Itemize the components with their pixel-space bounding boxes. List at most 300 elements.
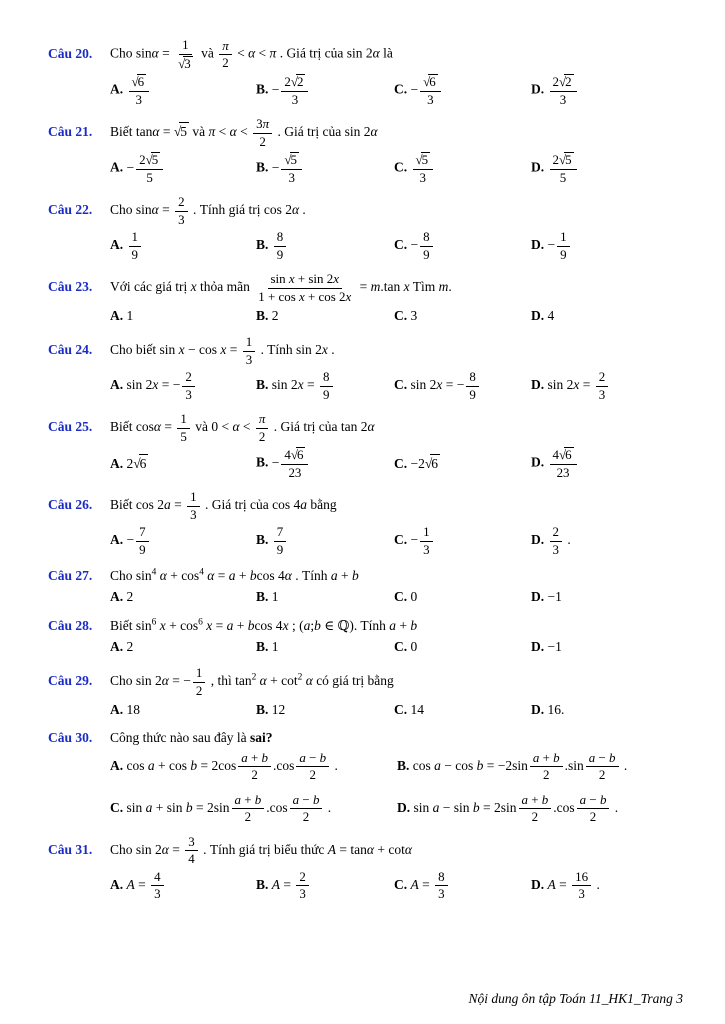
radical: [132, 74, 147, 89]
math-variable: b: [472, 799, 480, 815]
option-key: D.: [531, 638, 548, 654]
option-content: A = $\frac{4}{3}$: [127, 877, 166, 892]
denominator: 3: [185, 386, 192, 402]
option-key: A.: [110, 532, 127, 548]
math-variable: x: [297, 377, 304, 393]
math-variable: α: [161, 673, 169, 689]
option-content: [272, 524, 288, 557]
option-key: C.: [394, 532, 411, 548]
option-content: 0: [410, 638, 418, 654]
question-header: [48, 38, 683, 71]
option-key: A.: [110, 308, 127, 323]
math-variable: α: [229, 124, 237, 140]
question-stem: Cho sin 2α = − $\frac{1}{2}$ , thì $\tan^2 \alpha + \cot^2 \alpha$ có giá trị bằng: [110, 665, 394, 698]
answer-option: [394, 152, 531, 185]
option-key: D.: [531, 876, 548, 892]
fraction: [219, 39, 232, 71]
option-content: sin 2x = − $\frac{2}{3}$: [127, 377, 197, 392]
question: [48, 666, 683, 719]
radicand: 3: [184, 55, 191, 71]
math-variable: x: [403, 279, 410, 295]
math-variable: α: [404, 841, 412, 857]
answer-option: [110, 588, 256, 606]
option-key: A.: [110, 702, 127, 718]
option-key: B.: [256, 702, 272, 718]
answer-option: [531, 588, 683, 606]
option-content: −1: [547, 589, 562, 605]
math-variable: b: [553, 749, 560, 765]
question-header: [48, 729, 683, 747]
fraction: [281, 447, 308, 480]
math-variable: α: [367, 419, 375, 435]
radicand: 5: [565, 152, 572, 167]
radical: [178, 56, 193, 71]
math-variable: a: [588, 749, 596, 765]
answer-option: [110, 638, 256, 656]
denominator: 2: [302, 809, 310, 825]
numerator: a + b: [232, 793, 265, 810]
option-key: B.: [256, 159, 272, 175]
option-content: − $\frac{4√6}{23}$: [272, 455, 311, 470]
question-stem: Cho sin 2α = $\frac{3}{4}$ . Tính giá trị biểu thức A = tanα + cotα: [110, 833, 412, 867]
answer-options: [110, 152, 683, 185]
option-content: − $\frac{7}{9}$: [127, 532, 151, 547]
question-number: Câu 28.: [48, 617, 93, 633]
question-header: [48, 835, 683, 867]
denominator: 5: [146, 169, 153, 185]
math-variable: α: [153, 419, 161, 435]
option-content: − $\frac{√5}{3}$: [272, 160, 304, 175]
math-variable: b: [351, 568, 359, 584]
math-variable: A: [126, 876, 135, 892]
radicand: 6: [429, 74, 436, 89]
numerator: 1: [129, 230, 141, 247]
numerator: 1: [557, 230, 569, 247]
math-variable: α: [232, 419, 240, 435]
numerator: a + b: [530, 751, 563, 768]
radicand: 5: [290, 152, 297, 167]
question-header: [48, 567, 683, 585]
option-content: − $\frac{√6}{3}$: [411, 82, 443, 97]
fraction: [151, 870, 163, 902]
option-content: sin 2x = $\frac{2}{3}$: [548, 377, 611, 392]
answer-options: [110, 74, 683, 107]
question-stem: Công thức nào sau đây là sai?: [110, 730, 273, 746]
fraction: [435, 870, 447, 902]
option-content: 2: [271, 308, 279, 323]
math-variable: π: [269, 45, 277, 61]
superscript: 4: [199, 567, 204, 578]
question-stem: Cho sinα = $\frac{2}{3}$ . Tính giá trị cos 2α .: [110, 194, 306, 227]
fraction: [550, 152, 577, 185]
denominator: 23: [288, 464, 302, 480]
question: [48, 835, 683, 902]
radical-sign-icon: √: [558, 447, 567, 463]
math-variable: α: [366, 841, 374, 857]
fraction: [530, 751, 563, 783]
question-number: Câu 21.: [48, 124, 93, 140]
numerator: 1: [187, 490, 199, 507]
fraction: [586, 751, 619, 783]
numerator: 16: [572, 870, 591, 887]
math-variable: a: [292, 791, 300, 807]
question-header: [48, 666, 683, 698]
radical: [559, 74, 574, 89]
radical: [174, 124, 189, 139]
answer-option: [531, 74, 683, 107]
fraction: [596, 370, 608, 402]
option-content: A = $\frac{16}{3}$ .: [547, 868, 600, 902]
math-variable: A: [327, 841, 337, 857]
question: [48, 272, 683, 325]
question: [48, 335, 683, 402]
question-number: Câu 24.: [48, 342, 93, 358]
option-key: D.: [531, 702, 548, 718]
option-content: −1: [547, 638, 562, 654]
option-key: A.: [110, 377, 127, 393]
math-variable: m: [438, 279, 449, 295]
math-variable: a: [299, 749, 306, 765]
fraction: [290, 793, 323, 825]
option-content: 0: [410, 589, 418, 605]
answer-option: [256, 230, 394, 262]
math-variable: b: [312, 791, 320, 807]
option-key: C.: [394, 159, 411, 175]
numerator: a − b: [577, 793, 610, 810]
fraction: [420, 74, 441, 107]
numerator: 2: [296, 870, 308, 887]
answer-options: [110, 370, 683, 402]
radical-sign-icon: √: [558, 74, 567, 89]
math-variable: a: [226, 617, 234, 633]
answer-option: [110, 307, 256, 325]
option-content: − $\frac{2√5}{5}$: [127, 160, 166, 175]
denominator: 9: [560, 246, 567, 262]
option-content: sin 2x = − $\frac{8}{9}$: [411, 377, 481, 392]
answer-option: [256, 638, 394, 656]
radicand: 6: [137, 74, 145, 89]
answer-option: [256, 152, 394, 185]
denominator: 2: [195, 682, 203, 698]
option-content: [548, 152, 579, 185]
math-variable: x: [220, 342, 227, 358]
question-number: Câu 25.: [48, 419, 93, 435]
fraction: [182, 370, 194, 402]
superscript: 2: [297, 672, 303, 683]
math-variable: b: [190, 757, 198, 773]
option-key: A.: [110, 237, 127, 253]
footer-text: Nội dung ôn tập Toán 11_HK1_Trang 3: [468, 990, 683, 1006]
option-key: D.: [397, 799, 414, 815]
option-key: C.: [394, 81, 411, 97]
answer-option: [394, 588, 531, 606]
numerator: 2: [550, 525, 562, 542]
math-variable: a: [389, 617, 396, 633]
option-key: D.: [531, 377, 548, 393]
numerator: 1: [177, 412, 189, 429]
fraction: [193, 666, 205, 698]
fraction: [420, 230, 432, 262]
fraction: [232, 793, 265, 825]
option-key: A.: [110, 589, 127, 605]
math-variable: a: [164, 497, 171, 513]
fraction: [550, 447, 577, 480]
math-variable: α: [207, 568, 215, 584]
answer-option: [531, 370, 683, 402]
answer-option: [394, 307, 531, 325]
option-content: − $\frac{1}{3}$: [411, 532, 435, 547]
denominator: 3: [427, 91, 434, 107]
option-key: B.: [256, 589, 272, 605]
radical-sign-icon: √: [558, 152, 567, 167]
question: [48, 617, 683, 656]
math-variable: α: [291, 202, 300, 218]
denominator: 2: [598, 767, 606, 783]
numerator: 1: [420, 525, 432, 542]
denominator: 3: [438, 886, 445, 902]
question-stem: Với các giá trị x thỏa mãn $\frac{\text{sin x + sin 2x}}{\text{1 + cos x + cos 2x}}$ = m.tan x Tìm m.: [110, 271, 452, 304]
option-content: 3: [410, 308, 418, 323]
numerator: [420, 74, 441, 92]
option-content: 16.: [547, 702, 565, 718]
question-header: [48, 335, 683, 367]
math-variable: a: [330, 568, 338, 584]
question-stem: Cho biết sin x − cos x = $\frac{1}{3}$ . Tính sin 2x .: [110, 334, 335, 367]
radicand: 6: [430, 454, 440, 473]
math-variable: α: [151, 45, 159, 61]
question-stem: Biết cosα = $\frac{1}{5}$ và 0 < α < $\frac{\pi}{2}$ . Giá trị của tan 2α: [110, 411, 375, 444]
answer-options: [110, 447, 683, 480]
numerator: a + b: [238, 751, 271, 768]
math-variable: b: [476, 757, 484, 773]
fraction: [274, 525, 286, 557]
math-variable: x: [159, 617, 166, 633]
numerator: 8: [420, 230, 432, 247]
denominator: 3: [288, 169, 295, 185]
math-variable: x: [206, 617, 213, 633]
denominator: 9: [276, 541, 284, 557]
radical: [133, 456, 148, 471]
numerator: 2√2: [281, 74, 308, 92]
question-number: Câu 26.: [48, 497, 93, 513]
question-header: [48, 617, 683, 635]
option-content: A = $\frac{8}{3}$: [411, 877, 450, 892]
radicand: 6: [296, 447, 304, 463]
answer-option: [110, 152, 256, 185]
fraction: [281, 74, 308, 107]
math-variable: x: [333, 271, 339, 286]
fraction: [129, 74, 150, 107]
option-key: A.: [110, 638, 127, 654]
option-content: sin 2x = $\frac{8}{9}$: [272, 377, 335, 392]
math-variable: b: [319, 749, 327, 765]
answer-option: [531, 870, 683, 902]
option-content: cos a + cos b = 2cos $\frac{a + b}{2}$ .cos $\frac{a - b}{2}$ .: [126, 749, 338, 783]
numerator: [129, 74, 150, 92]
denominator: 3: [245, 351, 253, 367]
option-content: 2: [126, 589, 134, 605]
numerator: 4√6: [281, 447, 308, 465]
fraction: [296, 870, 308, 902]
math-variable: a: [241, 749, 248, 765]
answer-option: [110, 751, 397, 783]
math-variable: a: [145, 799, 153, 815]
page-footer: [468, 990, 683, 1008]
numerator: 1: [193, 666, 205, 683]
question-number: Câu 23.: [48, 279, 93, 295]
math-variable: a: [300, 497, 307, 513]
math-variable: α: [305, 673, 313, 689]
question-number: Câu 22.: [48, 202, 93, 218]
option-content: sin a + sin b = 2sin $\frac{a + b}{2}$ .cos $\frac{a - b}{2}$ .: [126, 791, 332, 825]
answer-option: [110, 793, 397, 825]
option-content: 1: [126, 308, 134, 323]
radicand: 5: [151, 152, 159, 167]
numerator: 2: [175, 195, 187, 212]
denominator: 3: [299, 886, 306, 902]
option-content: 2: [126, 638, 134, 654]
option-content: [127, 74, 152, 107]
radical: [291, 447, 306, 462]
fraction: [572, 870, 591, 902]
math-variable: x: [190, 279, 197, 295]
fraction: [274, 230, 286, 262]
radicand: 2: [565, 74, 572, 89]
denominator: 3: [291, 91, 299, 107]
fraction: [296, 751, 329, 783]
fraction: [243, 335, 255, 367]
option-key: C.: [394, 237, 411, 253]
question-header: [48, 272, 683, 304]
answer-option: [256, 525, 394, 557]
answer-option: [531, 307, 683, 325]
denominator: 2: [259, 133, 266, 149]
question-number: Câu 30.: [48, 730, 93, 746]
math-variable: a: [303, 617, 311, 633]
option-content: sin a − sin b = 2sin $\frac{a + b}{2}$ .cos $\frac{a - b}{2}$ .: [413, 791, 619, 825]
question-header: [48, 490, 683, 522]
math-variable: a: [532, 749, 540, 765]
radicand: 5: [421, 152, 429, 167]
fraction: [466, 370, 478, 402]
question-header: [48, 195, 683, 227]
math-variable: a: [579, 791, 587, 807]
radicand: 2: [296, 74, 304, 89]
answer-option: [110, 870, 256, 902]
option-content: [548, 447, 579, 480]
radicand: 5: [179, 122, 189, 141]
math-variable: x: [178, 342, 185, 358]
radical: [423, 74, 438, 89]
denominator: 3: [419, 169, 427, 185]
math-variable: π: [222, 37, 229, 53]
fraction: [129, 230, 141, 262]
answer-option: [110, 74, 256, 107]
fraction: [281, 152, 302, 185]
answer-option: [110, 370, 256, 402]
option-key: B.: [256, 638, 272, 654]
question: [48, 38, 683, 107]
answer-option: [256, 701, 394, 719]
answer-option: [397, 793, 683, 825]
fraction: [550, 525, 562, 557]
math-variable: b: [410, 617, 418, 633]
option-key: D.: [531, 589, 548, 605]
numerator: 2: [596, 370, 608, 387]
option-content: [272, 229, 288, 262]
denominator: 3: [578, 886, 585, 902]
fraction: [136, 152, 163, 185]
answer-options: [110, 638, 683, 656]
math-variable: α: [259, 673, 267, 689]
radical: [559, 152, 574, 167]
denominator: 3: [190, 506, 197, 522]
option-content: 4: [547, 308, 555, 323]
question: [48, 490, 683, 557]
numerator: 1: [243, 335, 255, 352]
math-variable: b: [609, 749, 616, 765]
question: [48, 729, 683, 824]
radical-sign-icon: √: [131, 74, 139, 89]
answer-option: [394, 230, 531, 262]
math-variable: α: [248, 45, 256, 61]
fraction: [320, 370, 332, 402]
answer-option: [394, 525, 531, 557]
denominator: 3: [559, 91, 567, 107]
math-variable: α: [372, 45, 380, 61]
radical-sign-icon: √: [290, 447, 298, 463]
numerator: [256, 412, 269, 429]
numerator: 7: [274, 525, 286, 542]
option-content: − $\frac{8}{9}$: [411, 237, 435, 252]
numerator: a + b: [519, 793, 552, 810]
math-variable: b: [247, 617, 255, 633]
math-variable: α: [161, 841, 169, 857]
radical-sign-icon: √: [173, 124, 182, 140]
answer-option: [110, 525, 256, 557]
option-key: B.: [256, 532, 272, 548]
option-key: A.: [110, 456, 127, 472]
answer-option: [256, 74, 394, 107]
option-content: [411, 152, 436, 185]
superscript: 2: [251, 672, 257, 683]
option-key: C.: [394, 638, 411, 654]
option-content: − $\frac{2√2}{3}$: [272, 82, 311, 97]
option-key: D.: [531, 237, 548, 253]
math-variable: A: [547, 876, 556, 892]
math-variable: x: [345, 288, 352, 304]
radical-sign-icon: √: [290, 74, 298, 89]
answer-options: [110, 870, 683, 902]
math-variable: π: [262, 116, 270, 131]
denominator: 2: [244, 809, 252, 825]
fraction: [253, 117, 272, 149]
math-variable: b: [541, 791, 549, 807]
option-key: A.: [110, 81, 127, 97]
numerator: [413, 152, 434, 170]
answer-option: [394, 74, 531, 107]
option-key: A.: [110, 159, 127, 175]
math-variable: π: [258, 411, 266, 427]
denominator: 23: [556, 464, 570, 480]
question: [48, 195, 683, 262]
radical: [559, 447, 574, 462]
numerator: 4: [151, 870, 163, 887]
question-header: [48, 412, 683, 444]
answer-option: [394, 701, 531, 719]
math-variable: m: [370, 279, 381, 295]
option-content: − $\frac{1}{9}$: [548, 237, 572, 252]
